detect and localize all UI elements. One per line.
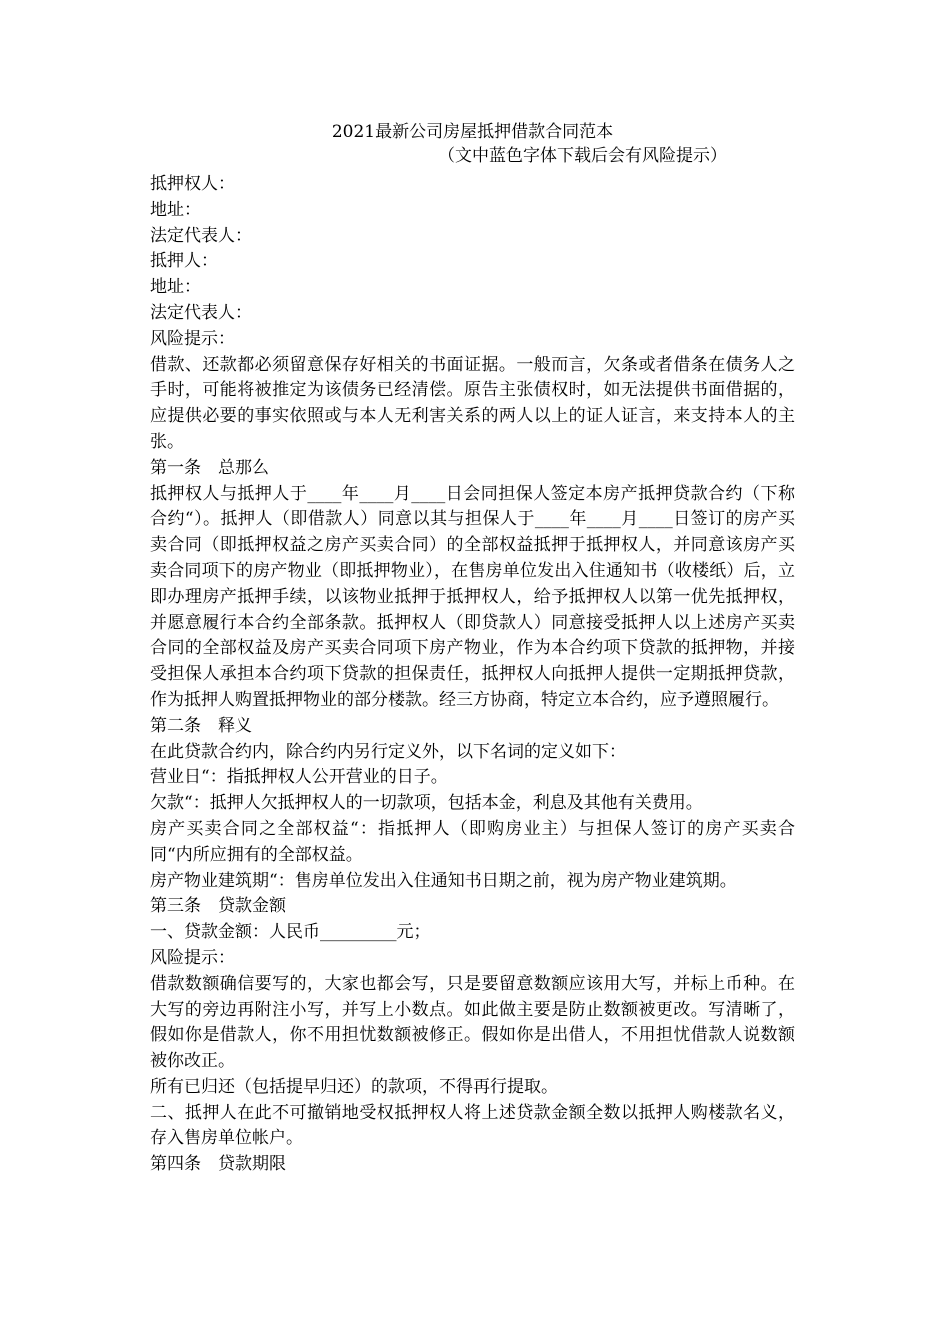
mortgagee-address-label: 地址：: [150, 199, 201, 220]
article-heading: 第三条 贷款金额: [150, 896, 286, 917]
article-heading: 第一条 总那么: [150, 457, 269, 478]
article-heading: 第二条 释义: [150, 715, 252, 736]
document-title: 2021最新公司房屋抵押借款合同范本: [331, 122, 614, 142]
definition-item: 房产物业建筑期“：售房单位发出入住通知书日期之前，视为房产物业建筑期。: [150, 870, 737, 891]
mortgagor-address-label: 地址：: [150, 277, 201, 298]
clause-paragraph: 二、抵押人在此不可撤销地受权抵押权人将上述贷款金额全数以抵押人购楼款名义，存入售房单位帐户。: [150, 1102, 795, 1149]
risk-note-heading: 风险提示：: [150, 328, 235, 349]
article-paragraph: 抵押权人与抵押人于____年____月____日会同担保人签定本房产抵押贷款合约（下称合约“）。抵押人（即借款人）同意以其与担保人于____年____月____日签订的房产买卖合同（即抵押权益之房产买卖合同）的全部权益抵押于抵押权人，并同意该房产买卖合同项下的房产物业（即抵押物业），在售房单位发出入住通知书（收楼纸）后，立即办理房产抵押手续，以该物业抵押于抵押权人，给予抵押权人以第一优先抵押权，并愿意履行本合约全部条款。抵押权人（即贷款人）同意接受抵押人以上述房产买卖合同的全部权益及房产买卖合同项下房产物业，作为本合约项下贷款的抵押物，并接受担保人承担本合约项下贷款的担保责任，抵押权人向抵押人提供一定期抵押贷款，作为抵押人购置抵押物业的部分楼款。经三方协商，特定立本合约，应予遵照履行。: [150, 483, 795, 710]
mortgagor-label: 抵押人：: [150, 251, 218, 272]
document-subtitle: （文中蓝色字体下载后会有风险提示）: [438, 146, 727, 166]
mortgagee-label: 抵押权人：: [150, 174, 235, 194]
loan-amount-clause: 一、贷款金额：人民币_________元；: [150, 922, 431, 943]
definition-item: 欠款“：抵押人欠抵押权人的一切款项，包括本金，利息及其他有关费用。: [150, 793, 703, 814]
definition-item: 营业日“：指抵押权人公开营业的日子。: [150, 767, 448, 788]
definition-item: 房产买卖合同之全部权益“：指抵押人（即购房业主）与担保人签订的房产买卖合同“内所应拥有的全部权益。: [150, 818, 795, 865]
risk-note-paragraph: 借款、还款都必须留意保存好相关的书面证据。一般而言，欠条或者借条在债务人之手时，可能将被推定为该债务已经清偿。原告主张债权时，如无法提供书面借据的，应提供必要的事实依照或与本人无利害关系的两人以上的证人证言，来支持本人的主张。: [150, 354, 795, 452]
mortgagor-representative-label: 法定代表人：: [150, 302, 252, 323]
risk-note-heading: 风险提示：: [150, 947, 235, 968]
mortgagee-representative-label: 法定代表人：: [150, 225, 252, 246]
document-page: [150, 120, 795, 1178]
clause-paragraph: 所有已归还（包括提早归还）的款项，不得再行提取。: [150, 1076, 558, 1097]
definition-intro: 在此贷款合约内，除合约内另行定义外，以下名词的定义如下：: [150, 741, 626, 762]
article-heading: 第四条 贷款期限: [150, 1154, 286, 1175]
risk-note-paragraph: 借款数额确信要写的，大家也都会写，只是要留意数额应该用大写，并标上币种。在大写的旁边再附注小写，并写上小数点。如此做主要是防止数额被更改。写清晰了，假如你是借款人，你不用担忧数额被修正。假如你是出借人，不用担忧借款人说数额被你改正。: [150, 973, 795, 1072]
